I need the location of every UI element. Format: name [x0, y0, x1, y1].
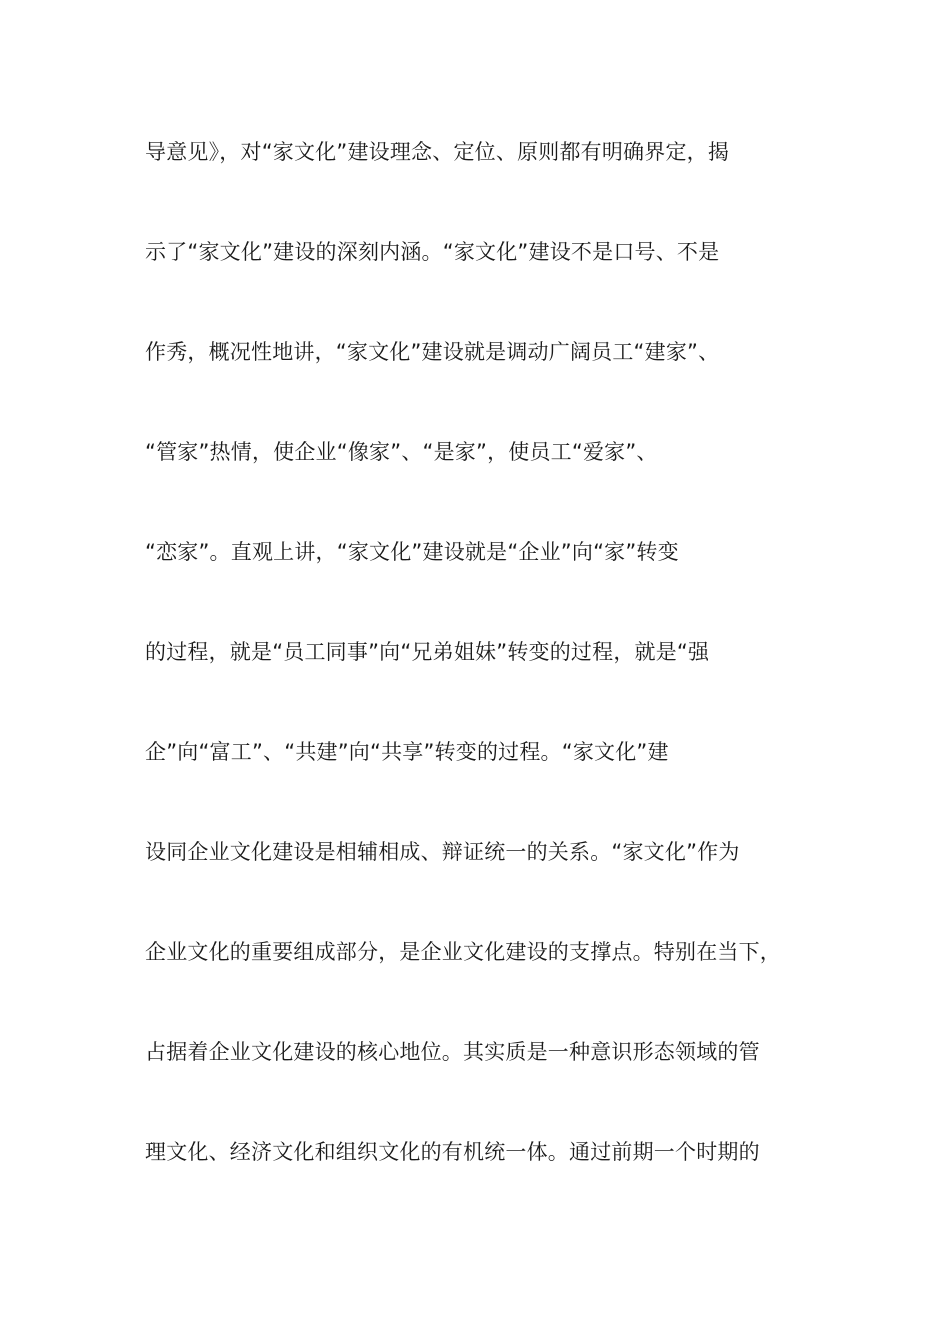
text-line: “管家”热情，使企业“像家”、“是家”，使员工“爱家”、 — [145, 440, 658, 464]
text-line: 的过程，就是“员工同事”向“兄弟姐妹”转变的过程，就是“强 — [145, 640, 710, 664]
text-line: “恋家”。直观上讲，“家文化”建设就是“企业”向“家”转变 — [145, 540, 679, 564]
text-line: 导意见》，对“家文化”建设理念、定位、原则都有明确界定，揭 — [145, 140, 730, 164]
text-line: 占据着企业文化建设的核心地位。其实质是一种意识形态领域的管 — [145, 1040, 760, 1064]
text-line: 企”向“富工”、“共建”向“共享”转变的过程。“家文化”建 — [145, 740, 669, 764]
text-line: 理文化、经济文化和组织文化的有机统一体。通过前期一个时期的 — [145, 1140, 760, 1164]
text-line: 作秀，概况性地讲，“家文化”建设就是调动广阔员工“建家”、 — [145, 340, 720, 364]
text-line: 设同企业文化建设是相辅相成、辩证统一的关系。“家文化”作为 — [145, 840, 740, 864]
text-line: 企业文化的重要组成部分，是企业文化建设的支撑点。特别在当下， — [145, 940, 781, 964]
body-text — [145, 134, 825, 1234]
text-line: 示了“家文化”建设的深刻内涵。“家文化”建设不是口号、不是 — [145, 240, 720, 264]
